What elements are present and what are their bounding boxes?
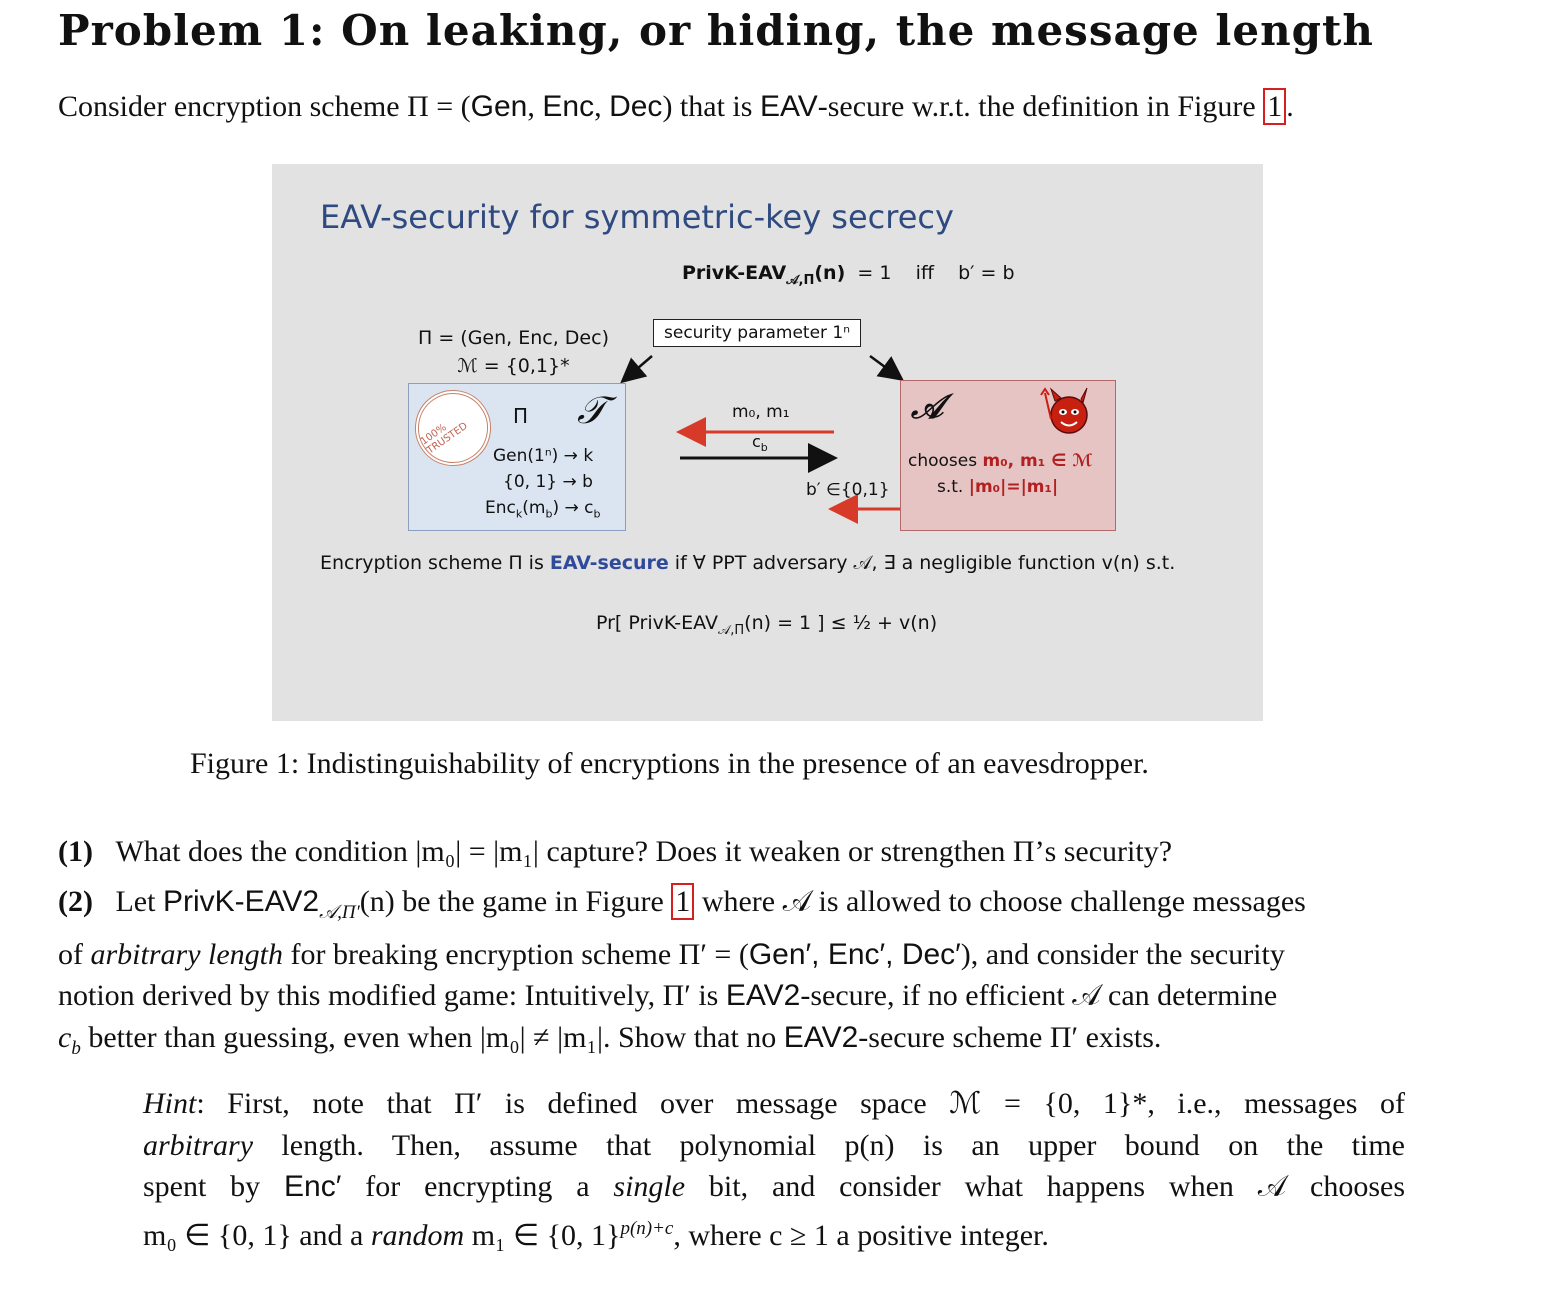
gen-step: Gen(1ⁿ) → k xyxy=(493,446,594,466)
figure-reference-link-2[interactable]: 1 xyxy=(671,883,694,920)
figure-title: EAV-security for symmetric-key secrecy xyxy=(320,198,954,236)
scheme-label: Π = (Gen, Enc, Dec) ℳ = {0,1}* xyxy=(418,327,609,377)
figure-1 xyxy=(272,164,1263,721)
probability-bound: Pr[ PrivK-$EAV_{𝒜,\Pi}(n) = 1$ ] ≤ ½ + v(n) xyxy=(596,612,938,638)
arrow-to-trusted xyxy=(624,356,652,380)
privk-definition: PrivK-$EAV_{𝒜,\Pi}(n) = 1$ iff b′ = b xyxy=(682,262,1015,288)
trusted-stamp-icon: 100% TRUSTED xyxy=(400,375,506,481)
eav-condition: Encryption scheme Π is EAV-secure if ∀ PPT adversary 𝒜, ∃ a negligible function v(n) s.t. xyxy=(320,552,1176,574)
trusted-party-box xyxy=(408,383,626,531)
question-2-line-3: notion derived by this modified game: Intuitively, Π′ is EAV2-secure, if no efficient 𝒜 can determine xyxy=(58,979,1278,1012)
messages-label: m₀, m₁ xyxy=(732,402,790,422)
question-2-line-1: (2) Let PrivK-$EAV2_{𝒜,\Pi'}(n)$ be the game in Figure 1 where 𝒜 is allowed to choose challenge messages xyxy=(58,885,1306,923)
enc-step: $Enc_k(m_b) \to c_b$ xyxy=(485,498,601,521)
intro-paragraph: Consider encryption scheme Π = (Gen, Enc, Dec) that is EAV-secure w.r.t. the definition in Figure 1 . xyxy=(58,90,1294,123)
pi-symbol: Π xyxy=(513,404,529,428)
question-1: (1) What does the condition |m₀| = |m₁| capture? Does it weaken or strengthen Π’s security? xyxy=(58,835,1173,868)
figure-caption: Figure 1: Indistinguishability of encryptions in the presence of an eavesdropper. xyxy=(190,747,1149,780)
question-2-line-4: $c_b$ better than guessing, even when |m₀| ≠ |m₁|. Show that no EAV2-secure scheme Π′ exists. xyxy=(58,1020,1162,1059)
question-2 xyxy=(58,881,1306,1069)
arrow-to-adversary xyxy=(870,356,900,378)
adversary-constraint: s.t. |m₀|=|m₁| xyxy=(937,477,1059,497)
adversary-symbol: 𝒜 xyxy=(911,387,944,427)
hint-block xyxy=(143,1083,1405,1256)
question-2-line-2: of arbitrary length for breaking encryption scheme Π′ = (Gen′, Enc′, Dec′), and consider the security xyxy=(58,937,1285,971)
devil-icon xyxy=(1039,385,1091,437)
hint-line-3: spent by Enc′ for encrypting a single bit, and consider what happens when 𝒜 chooses xyxy=(143,1170,1405,1203)
guess-label: b′ ∈{0,1} xyxy=(806,480,890,500)
adversary-box xyxy=(900,380,1116,531)
hint-line-4: m₀ ∈ {0, 1} and a random m₁ ∈ {0, 1}$^{p(n)+c}$, where c ≥ 1 a positive integer. xyxy=(143,1217,1049,1252)
security-parameter-box: security parameter 1ⁿ xyxy=(653,319,861,347)
hint-line-2: arbitrary length. Then, assume that polynomial p(n) is an upper bound on the time xyxy=(143,1128,1405,1162)
ciphertext-label: $c_b$ xyxy=(752,432,768,455)
figure-reference-link[interactable]: 1 xyxy=(1263,88,1286,125)
adversary-chooses: chooses m₀, m₁ ∈ ℳ xyxy=(908,451,1093,471)
hint-line-1: Hint: First, note that Π′ is defined over message space ℳ = {0, 1}*, i.e., messages of xyxy=(143,1087,1405,1120)
trusted-symbol: 𝒯 xyxy=(577,388,607,432)
problem-title: Problem 1: On leaking, or hiding, the message length xyxy=(58,6,1374,55)
bit-step: {0, 1} → b xyxy=(503,472,593,492)
